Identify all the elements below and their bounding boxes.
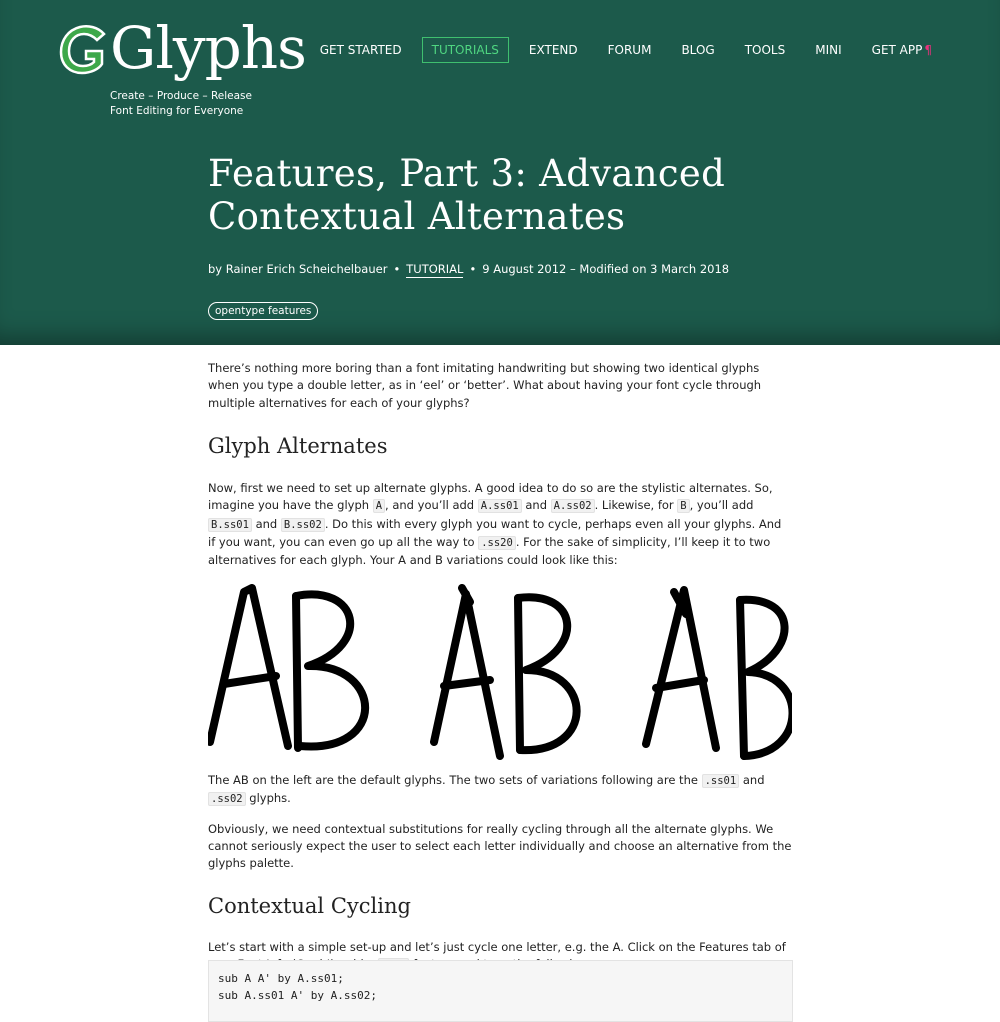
code-content [209, 961, 792, 1013]
article-body-continued [208, 772, 792, 974]
text-run: . For the sake of simplicity, I’ll keep it to two alternatives for each glyph. Your A and B variations could look like this: [208, 535, 771, 568]
text-run: Now, first we need to set up alternate glyphs. A good idea to do so are the stylistic alternates. So, imagine you have the glyph [208, 481, 773, 513]
nav-get-app[interactable] [872, 38, 932, 62]
nav-get-app-label: GET APP [871, 43, 923, 57]
ab-variations-image [208, 584, 792, 762]
text-run: and [251, 516, 281, 531]
article-title-line-2: Contextual Alternates [208, 195, 626, 238]
meta-separator: • [393, 262, 401, 276]
text-run: Let’s start with a simple set-up and let’s just cycle one letter, e.g. the A. Click on the Features tab of [208, 939, 786, 954]
substitution-paragraph: Obviously, we need contextual substitutions for really cycling through all the alternate glyphs. We cannot seriously expect the user to select each letter individually and choose an alternative from the glyphs palette. [208, 821, 792, 871]
nav-mini[interactable]: MINI [815, 43, 842, 57]
nav-tools[interactable]: TOOLS [744, 43, 786, 57]
inline-code: B.ss01 [208, 518, 252, 532]
text-run: The AB on the left are the default glyphs. The two sets of variations following are the [208, 773, 702, 787]
intro-paragraph: There’s nothing more boring than a font imitating handwriting but showing two identical glyphs when you type a double letter, as in ‘eel’ or ‘better’. What about having your font cycle through multiple alternatives for each of your glyphs? [208, 361, 762, 410]
article-title [208, 152, 828, 238]
feature-code-block[interactable] [208, 960, 793, 1022]
ab-default-glyphs [210, 588, 365, 748]
text-run: . Do this with every glyph you want to cycle, perhaps even all your glyphs. And if you want, you can even go up all the way to [208, 516, 782, 550]
main-nav [290, 37, 932, 63]
pilcrow-icon: ¶ [924, 43, 932, 57]
heading-glyph-alternates: Glyph Alternates [208, 433, 388, 458]
tagline [110, 89, 252, 119]
text-run: , you’ll add [689, 498, 754, 513]
text-run: and [521, 498, 551, 513]
variations-caption [208, 772, 792, 809]
heading-contextual-cycling: Contextual Cycling [208, 894, 411, 919]
article-date: 9 August 2012 – Modified on 3 March 2018 [482, 262, 730, 276]
text-run: glyphs. [245, 791, 291, 806]
inline-code: A.ss01 [478, 499, 522, 513]
alternates-paragraph [208, 480, 792, 569]
author-byline: by Rainer Erich Scheichelbauer [208, 262, 388, 276]
ab-ss02-glyphs [646, 590, 792, 756]
inline-code: B.ss02 [281, 518, 325, 532]
category-link[interactable]: TUTORIAL [406, 262, 464, 276]
article-meta [208, 262, 729, 276]
text-run: , and you’ll add [385, 498, 478, 513]
inline-code: A.ss02 [551, 499, 595, 513]
inline-code: B [677, 499, 689, 513]
nav-forum[interactable]: FORUM [607, 43, 652, 57]
nav-get-started[interactable]: GET STARTED [319, 43, 402, 57]
tag-opentype-features[interactable]: opentype features [208, 302, 318, 320]
logo-wordmark: Glyphs [110, 14, 306, 82]
text-run: . Likewise, for [594, 498, 678, 513]
nav-tutorials[interactable]: TUTORIALS [422, 37, 509, 63]
code-line-1: sub A A' by A.ss01; [218, 972, 344, 985]
inline-code: .ss02 [208, 792, 246, 806]
code-line-2: sub A.ss01 A' by A.ss02; [218, 989, 377, 1002]
inline-code: A [373, 499, 385, 513]
glyphs-logo[interactable] [58, 14, 306, 88]
article-body [208, 360, 792, 570]
glyphs-g-logo-icon [58, 24, 112, 76]
inline-code: .ss01 [702, 774, 740, 788]
inline-code: .ss20 [478, 536, 516, 550]
text-run: and [739, 773, 765, 787]
article-title-line-1: Features, Part 3: Advanced [208, 152, 726, 195]
site-header [0, 0, 1000, 345]
tagline-line-2: Font Editing for Everyone [110, 105, 244, 117]
nav-extend[interactable]: EXTEND [528, 43, 578, 57]
meta-separator: • [469, 262, 477, 276]
ab-ss01-glyphs [434, 588, 577, 756]
nav-blog[interactable]: BLOG [681, 43, 715, 57]
tagline-line-1: Create – Produce – Release [110, 90, 252, 102]
